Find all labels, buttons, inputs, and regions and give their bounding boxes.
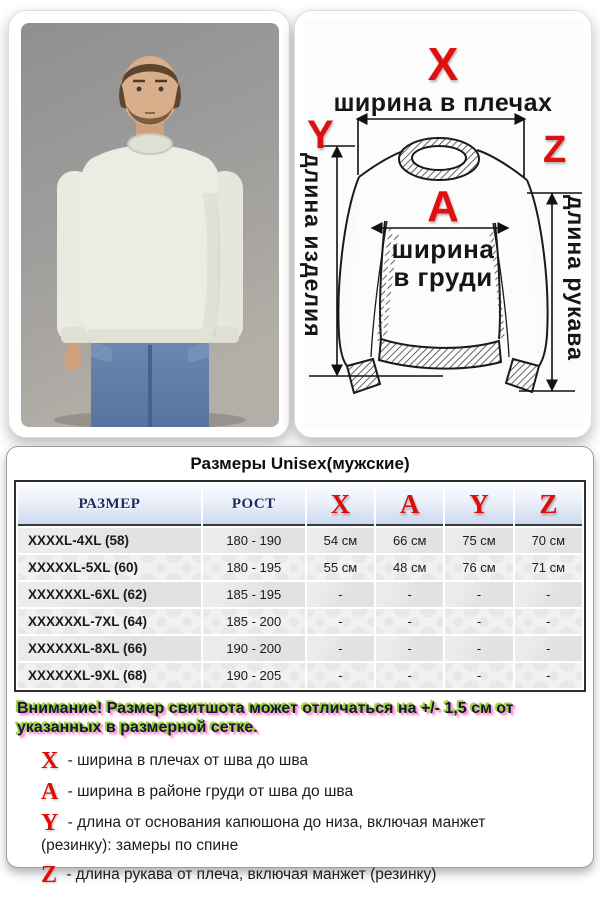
legend-letter-a: A [41,779,59,805]
cell-y: - [445,582,512,607]
size-diagram-card[interactable] [294,10,592,438]
measurement-legend [41,749,573,887]
diagram-letter-a: A [427,182,459,231]
cell-x: 55 см [307,555,374,580]
product-photo-card[interactable] [8,10,290,438]
cell-size: XXXXXXL-7XL (64) [18,609,201,634]
cell-y: - [445,636,512,661]
chest-width-line1: ширина [391,234,495,264]
diagram-letter-z: Z [543,129,567,171]
legend-letter-z: Z [41,862,58,888]
cell-size: XXXXXXL-9XL (68) [18,663,201,688]
cell-z: - [515,582,582,607]
header-x: X [307,484,374,526]
size-table [14,480,586,692]
warning-line2: указанных в размерной сетке. [17,719,258,736]
legend-item-y [41,811,573,856]
diagram-letter-y: Y [307,113,334,157]
legend-item-a [41,780,573,804]
cell-a: - [376,636,443,661]
cell-a: 66 см [376,528,443,553]
legend-letter-y: Y [41,810,59,836]
diagram-label-shoulder-width: ширина в плечах [333,89,553,117]
cell-height: 190 - 200 [203,636,305,661]
size-warning-text [17,699,583,737]
cell-a: - [376,663,443,688]
size-row [18,528,582,553]
diagram-label-item-length: длина изделия [300,153,326,338]
cell-height: 180 - 190 [203,528,305,553]
cell-z: - [515,609,582,634]
chest-width-line2: в груди [393,262,493,292]
cell-z: - [515,636,582,661]
cell-a: - [376,582,443,607]
legend-text-y: - длина от основания капюшона до низа, включая манжет [67,814,486,831]
header-size: РАЗМЕР [18,484,201,526]
cell-size: XXXXXL-5XL (60) [18,555,201,580]
legend-text-a: - ширина в районе груди от шва до шва [67,783,354,800]
cell-x: - [307,663,374,688]
legend-item-x [41,749,573,773]
cell-z: - [515,663,582,688]
legend-letter-x: X [41,748,59,774]
cell-height: 185 - 195 [203,582,305,607]
cell-y: 75 см [445,528,512,553]
legend-text-z: - длина рукава от плеча, включая манжет (резинку) [66,866,437,883]
legend-text-y-line2: (резинку): замеры по спине [41,837,239,854]
cell-a: 48 см [376,555,443,580]
cell-z: 71 см [515,555,582,580]
sweatshirt-measurement-diagram [300,19,589,429]
cell-y: - [445,663,512,688]
model-photo [21,23,279,427]
size-info-card [6,446,594,888]
cell-size: XXXXXXL-8XL (66) [18,636,201,661]
cell-height: 180 - 195 [203,555,305,580]
cell-y: 76 см [445,555,512,580]
cell-size: XXXXL-4XL (58) [18,528,201,553]
cell-x: - [307,636,374,661]
legend-item-z [41,863,573,887]
diagram-label-sleeve-length: длина рукава [563,195,589,361]
header-a: A [376,484,443,526]
cell-x: - [307,582,374,607]
cell-height: 190 - 205 [203,663,305,688]
model-photo-illustration [21,23,279,427]
size-row [18,582,582,607]
size-row [18,636,582,661]
cell-size: XXXXXXL-6XL (62) [18,582,201,607]
warning-line1: Внимание! Размер свитшота может отличаться на +/- 1,5 см от [17,700,514,717]
size-row [18,555,582,580]
header-y: Y [445,484,512,526]
size-row [18,609,582,634]
size-table-header-row [18,484,582,526]
legend-text-x: - ширина в плечах от шва до шва [67,752,309,769]
cell-x: - [307,609,374,634]
cell-y: - [445,609,512,634]
cell-a: - [376,609,443,634]
size-row [18,663,582,688]
cell-z: 70 см [515,528,582,553]
header-height: РОСТ [203,484,305,526]
cell-height: 185 - 200 [203,609,305,634]
size-table-title: Размеры Unisex(мужские) [190,454,410,473]
header-z: Z [515,484,582,526]
cell-x: 54 см [307,528,374,553]
diagram-letter-x: X [427,38,459,90]
diagram-label-chest-width [303,235,583,291]
